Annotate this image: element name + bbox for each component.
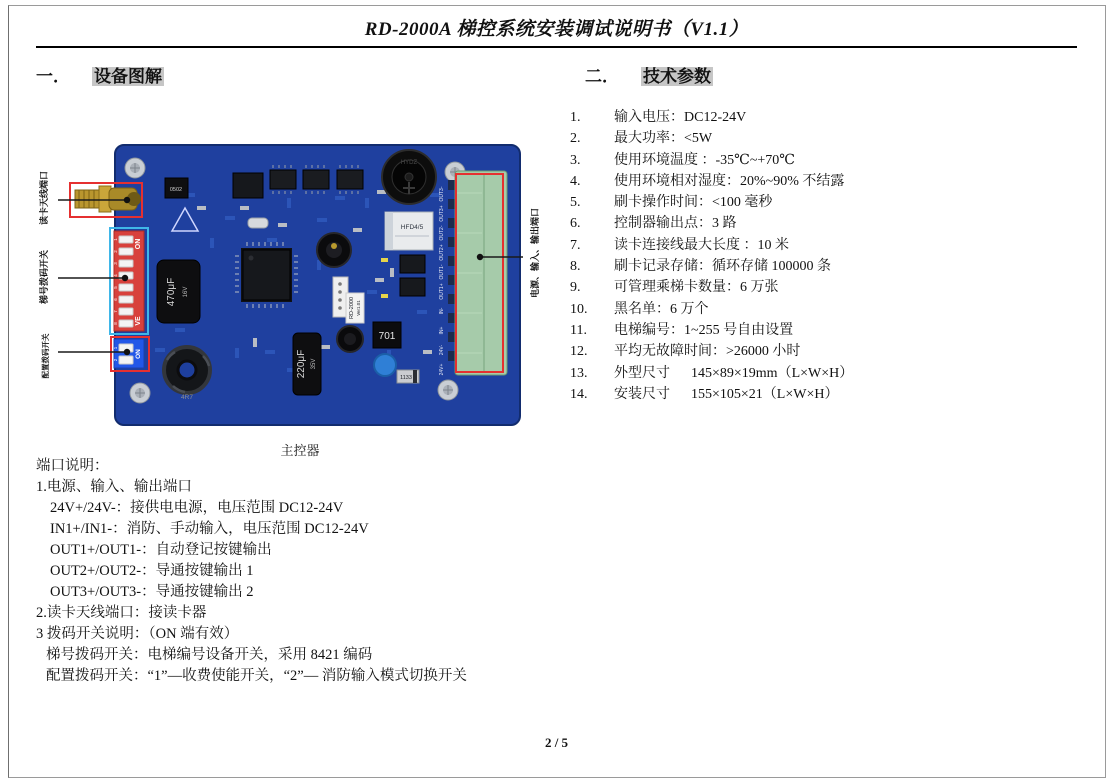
tech-param-number: 7. (570, 237, 581, 253)
pin-label: OUT2+ (439, 244, 445, 261)
section-heading-specs (585, 62, 713, 87)
tech-param-number: 10. (570, 301, 588, 317)
pin-label: OUT2- (439, 225, 445, 241)
tech-param-text: 刷卡记录存储：循环存储 100000 条 (614, 259, 831, 275)
port-note-line: 24V+/24V-：接供电电源，电压范围 DC12-24V (50, 500, 344, 516)
diode-1133 (397, 370, 419, 383)
tech-param-row (570, 107, 1080, 128)
dip2-number: 2 (113, 358, 118, 362)
tech-param-number: 6. (570, 216, 581, 232)
port-note-line: OUT2+/OUT2-：导通按键输出 1 (50, 563, 254, 579)
tech-param-number: 13. (570, 365, 588, 381)
dip-number: 1 (113, 238, 118, 241)
pin-label: OUT3+ (439, 205, 445, 222)
tech-param-row (570, 213, 1080, 234)
callout-config-switch: 配置拨码开关 (41, 333, 50, 379)
tech-param-row (570, 150, 1080, 171)
callout-dial-switch: 梯号拨码开关 (39, 249, 49, 305)
dip-number: 4 (113, 274, 118, 277)
ic-0502-label: 0502 (169, 187, 183, 193)
soic-right-1 (400, 255, 425, 273)
dip-on-label: ON (135, 238, 142, 250)
tech-param-text: 黑名单：6 万个 (614, 301, 709, 317)
cap220-label: 220μF (296, 349, 307, 379)
port-note-line: 配置拨码开关：“1”—收费使能开关，“2”— 消防输入模式切换开关 (46, 668, 467, 684)
pin-label: IN+ (439, 326, 445, 335)
controller-board-figure (35, 98, 565, 428)
tech-param-text: 输入电压：DC12-24V (614, 110, 747, 125)
tech-param-number: 3. (570, 152, 581, 168)
port-note-line: 端口说明： (36, 458, 109, 474)
tech-param-row (570, 171, 1080, 192)
tech-param-number: 4. (570, 173, 581, 189)
port-note-line: 1.电源、输入、输出端口 (36, 479, 192, 495)
tech-param-row (570, 363, 1080, 384)
dip2-on-label: ON (135, 349, 142, 359)
sma-antenna-connector (75, 186, 141, 212)
pin-label: 24V+ (439, 363, 445, 376)
dip-number: 5 (113, 286, 118, 289)
tech-param-text: 刷卡操作时间：<100 毫秒 (614, 195, 773, 211)
tech-param-text: 使用环境温度 ：-35℃~+70℃ (614, 152, 795, 168)
mcu-chip (235, 242, 298, 308)
tech-param-number: 5. (570, 195, 581, 211)
port-note-line: 梯号拨码开关：电梯编号设备开关，采用 8421 编码 (46, 647, 373, 663)
pin-label: OUT1- (439, 264, 445, 280)
tech-param-text: 可管理乘梯卡数量：6 万张 (614, 280, 779, 296)
pin-label: OUT3- (439, 186, 445, 202)
capacitor-470uf (157, 260, 200, 323)
crystal (248, 218, 268, 228)
blue-disc-component (374, 354, 396, 376)
pin-label: 24V- (439, 344, 445, 356)
inductor-label: 4R7 (181, 394, 193, 401)
port-notes (36, 456, 596, 687)
tech-param-text: 安装尺寸 155×105×21（L×W×H） (614, 386, 839, 402)
tech-param-row (570, 384, 1080, 405)
tech-param-row (570, 341, 1080, 362)
pin-label: IN- (439, 307, 445, 315)
dip-number: 3 (113, 262, 118, 265)
soic-right-2 (400, 278, 425, 296)
diode-label: 1133 (400, 375, 412, 381)
section-heading-device (36, 62, 164, 87)
dip-switch-8 (113, 231, 144, 331)
ic701-label: 701 (378, 331, 396, 342)
tech-param-row (570, 320, 1080, 341)
section-one-number: 一． (36, 67, 70, 86)
cap220-voltage: 35V (311, 358, 317, 370)
tech-param-text: 控制器输出点：3 路 (614, 216, 737, 232)
section-two-title: 技术参数 (643, 67, 711, 86)
buzzer (382, 150, 436, 204)
tech-param-row (570, 192, 1080, 213)
doc-title: RD-2000A 梯控系统安装调试说明书（V1.1） (364, 19, 749, 40)
tech-param-text: 最大功率：<5W (614, 131, 713, 147)
callout-antenna-port: 读卡天线端口 (39, 170, 49, 226)
tech-param-text: 电梯编号：1~255 号自由设置 (614, 322, 794, 338)
port-note-line: 2.读卡天线端口：接读卡器 (36, 605, 207, 621)
tech-param-number: 9. (570, 280, 581, 296)
ic-701 (373, 322, 401, 348)
tech-param-row (570, 128, 1080, 149)
port-note-line: OUT3+/OUT3-：导通按键输出 2 (50, 584, 254, 600)
capacitor-220uf (293, 333, 321, 395)
tech-param-number: 1. (570, 110, 581, 125)
header-rule (36, 46, 1077, 48)
model-silkscreen (346, 293, 364, 323)
relay (385, 212, 433, 250)
tech-params-list (570, 107, 1080, 405)
tech-param-number: 8. (570, 259, 581, 275)
buzzer-label: HYDZ (400, 160, 418, 166)
section-two-number: 二． (585, 67, 619, 86)
tech-param-number: 2. (570, 131, 581, 147)
tech-param-text: 平均无故障时间：>26000 小时 (614, 344, 801, 360)
dip-number: 6 (113, 298, 118, 301)
cylinder-cap (317, 233, 351, 267)
callout-power-port: 电源、输入、输出端口 (530, 207, 540, 299)
pin-label: OUT1+ (439, 283, 445, 300)
tech-param-text: 读卡连接线最大长度 ：10 米 (614, 237, 789, 253)
tech-param-row (570, 299, 1080, 320)
page-number: 2 / 5 (544, 735, 569, 750)
relay-label: HFD4/5 (400, 224, 424, 231)
dip-ve-label: VE (135, 316, 142, 326)
dip-number: 7 (113, 310, 118, 313)
cap470-voltage: 16V (183, 286, 189, 298)
tech-param-row (570, 235, 1080, 256)
cap470-label: 470μF (166, 277, 177, 307)
dip-number: 2 (113, 250, 118, 253)
model-label: RD-2000 (349, 296, 355, 320)
tech-param-row (570, 277, 1080, 298)
dip-number: 8 (113, 322, 118, 325)
tech-param-text: 外型尺寸 145×89×19mm（L×W×H） (614, 365, 854, 381)
port-note-line: 3 拨码开关说明：（ON 端有效） (36, 626, 239, 642)
port-note-line: IN1+/IN1-：消防、手动输入，电压范围 DC12-24V (50, 521, 369, 537)
figure-caption: 主控器 (280, 443, 320, 458)
tech-param-row (570, 256, 1080, 277)
tech-param-text: 使用环境相对湿度：20%~90% 不结露 (614, 173, 845, 189)
tech-param-number: 14. (570, 386, 588, 402)
port-note-line: OUT1+/OUT1-：自动登记按键输出 (50, 542, 272, 558)
version-label: Ver1.01 (356, 300, 361, 316)
dip2-number: 1 (113, 346, 118, 350)
round-component (337, 326, 363, 352)
section-one-title: 设备图解 (94, 67, 162, 86)
tech-param-number: 12. (570, 344, 588, 360)
tech-param-number: 11. (570, 322, 587, 338)
